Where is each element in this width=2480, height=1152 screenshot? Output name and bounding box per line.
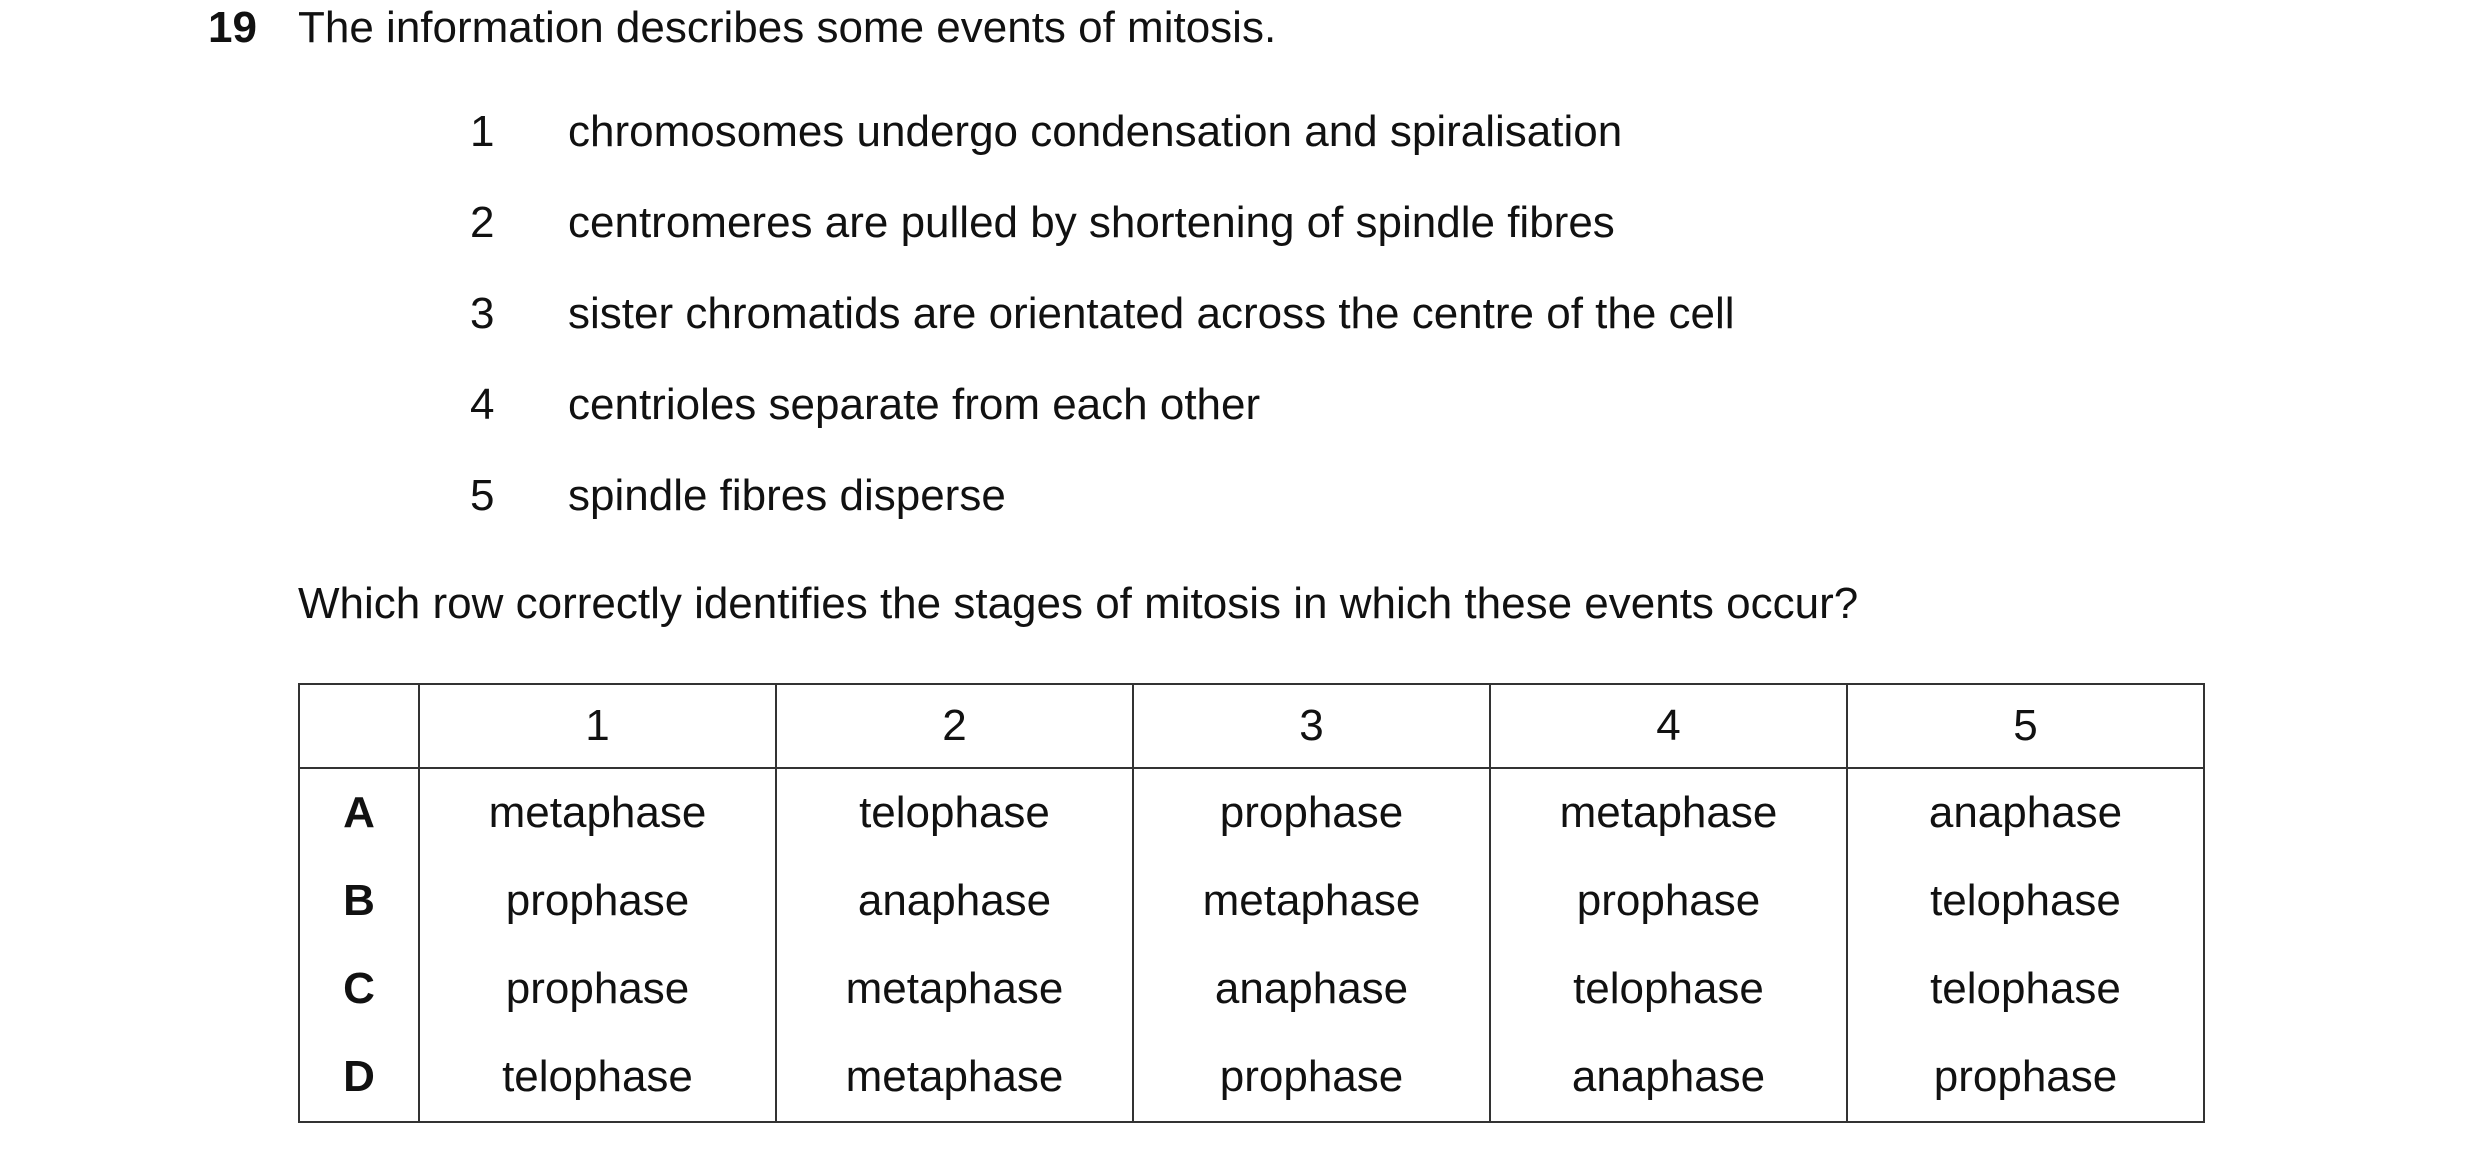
question-number: 19 (208, 3, 257, 52)
row-letter: B (299, 857, 419, 945)
event-item (470, 379, 1735, 470)
question-prompt: Which row correctly identifies the stages of mitosis in which these events occur? (298, 579, 1859, 628)
event-text: chromosomes undergo condensation and spiralisation (568, 107, 1623, 156)
table-cell: prophase (1133, 768, 1490, 857)
event-item (470, 197, 1735, 288)
table-cell: telophase (1847, 945, 2204, 1033)
question-intro: The information describes some events of mitosis. (298, 3, 1277, 52)
table-header-cell: 4 (1490, 684, 1847, 768)
table-header-cell (299, 684, 419, 768)
table-cell: prophase (1847, 1033, 2204, 1122)
table-cell: metaphase (419, 768, 776, 857)
table-row (299, 1033, 2204, 1122)
event-number: 3 (470, 289, 495, 338)
row-letter: A (299, 768, 419, 857)
table-cell: anaphase (1490, 1033, 1847, 1122)
event-number: 1 (470, 107, 495, 156)
table-row (299, 945, 2204, 1033)
event-text: spindle fibres disperse (568, 471, 1006, 520)
table-cell: metaphase (1490, 768, 1847, 857)
table-row (299, 768, 2204, 857)
table-cell: prophase (1490, 857, 1847, 945)
event-text: sister chromatids are orientated across the centre of the cell (568, 289, 1735, 338)
table-header-cell: 1 (419, 684, 776, 768)
table-cell: telophase (419, 1033, 776, 1122)
table-header-cell: 3 (1133, 684, 1490, 768)
event-number: 5 (470, 471, 495, 520)
table-header-row (299, 684, 2204, 768)
table-cell: telophase (1847, 857, 2204, 945)
table-cell: metaphase (776, 1033, 1133, 1122)
table-cell: prophase (419, 945, 776, 1033)
table-header-cell: 5 (1847, 684, 2204, 768)
table-cell: metaphase (1133, 857, 1490, 945)
event-number: 4 (470, 380, 495, 429)
table-cell: anaphase (1847, 768, 2204, 857)
event-text: centromeres are pulled by shortening of spindle fibres (568, 198, 1615, 247)
events-list (470, 106, 1735, 561)
event-text: centrioles separate from each other (568, 380, 1261, 429)
event-item (470, 288, 1735, 379)
table-cell: telophase (1490, 945, 1847, 1033)
table-cell: anaphase (776, 857, 1133, 945)
table-cell: telophase (776, 768, 1133, 857)
event-number: 2 (470, 198, 495, 247)
row-letter: D (299, 1033, 419, 1122)
table-cell: anaphase (1133, 945, 1490, 1033)
answer-table (298, 683, 2205, 1123)
table-cell: prophase (419, 857, 776, 945)
event-item (470, 470, 1735, 561)
table-cell: prophase (1133, 1033, 1490, 1122)
event-item (470, 106, 1735, 197)
row-letter: C (299, 945, 419, 1033)
table-header-cell: 2 (776, 684, 1133, 768)
table-row (299, 857, 2204, 945)
table-cell: metaphase (776, 945, 1133, 1033)
